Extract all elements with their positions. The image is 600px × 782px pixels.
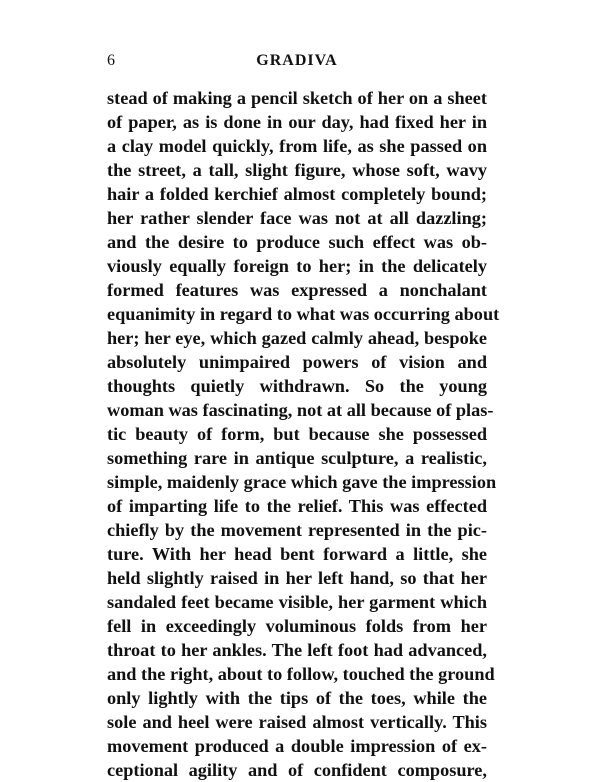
text-line: stead of making a pencil sketch of her on a sheet — [107, 88, 487, 108]
page-number: 6 — [107, 52, 115, 69]
text-line: sole and heel were raised almost vertically. This — [107, 712, 487, 732]
text-line: hair a folded kerchief almost completely bound; — [107, 184, 487, 204]
text-line: tic beauty of form, but because she possessed — [107, 424, 487, 444]
text-line: viously equally foreign to her; in the delicately — [107, 256, 487, 276]
text-line: formed features was expressed a nonchalant — [107, 280, 487, 300]
text-line: her; her eye, which gazed calmly ahead, bespoke — [107, 328, 487, 348]
text-line: ture. With her head bent forward a little, she — [107, 544, 487, 564]
text-line: sandaled feet became visible, her garment which — [107, 592, 487, 612]
text-line: and the desire to produce such effect was ob- — [107, 232, 487, 252]
text-line: something rare in antique sculpture, a realistic, — [107, 448, 487, 468]
text-line: a clay model quickly, from life, as she passed on — [107, 136, 487, 156]
text-line: chiefly by the movement represented in the pic- — [107, 520, 487, 540]
text-line: her rather slender face was not at all dazzling; — [107, 208, 487, 228]
page-header — [107, 50, 487, 72]
running-title: GRADIVA — [256, 52, 338, 69]
text-line: held slightly raised in her left hand, so that her — [107, 568, 487, 588]
text-line: the street, a tall, slight figure, whose soft, wavy — [107, 160, 487, 180]
text-line: woman was fascinating, not at all because of plas- — [107, 400, 494, 420]
text-line: simple, maidenly grace which gave the impression — [107, 472, 497, 492]
text-line: only lightly with the tips of the toes, while the — [107, 688, 487, 708]
text-line: of imparting life to the relief. This was effected — [107, 496, 487, 516]
text-line: fell in exceedingly voluminous folds from her — [107, 616, 487, 636]
body-text — [107, 86, 500, 782]
text-line: and the right, about to follow, touched the ground — [107, 664, 495, 684]
text-line: ceptional agility and of confident composure, — [107, 760, 487, 780]
text-line: absolutely unimpaired powers of vision and — [107, 352, 487, 372]
text-line: movement produced a double impression of ex- — [107, 736, 487, 756]
text-line: throat to her ankles. The left foot had advanced, — [107, 640, 487, 660]
text-line: equanimity in regard to what was occurring about — [107, 304, 500, 324]
text-line: thoughts quietly withdrawn. So the young — [107, 376, 487, 396]
text-line: of paper, as is done in our day, had fixed her in — [107, 112, 487, 132]
